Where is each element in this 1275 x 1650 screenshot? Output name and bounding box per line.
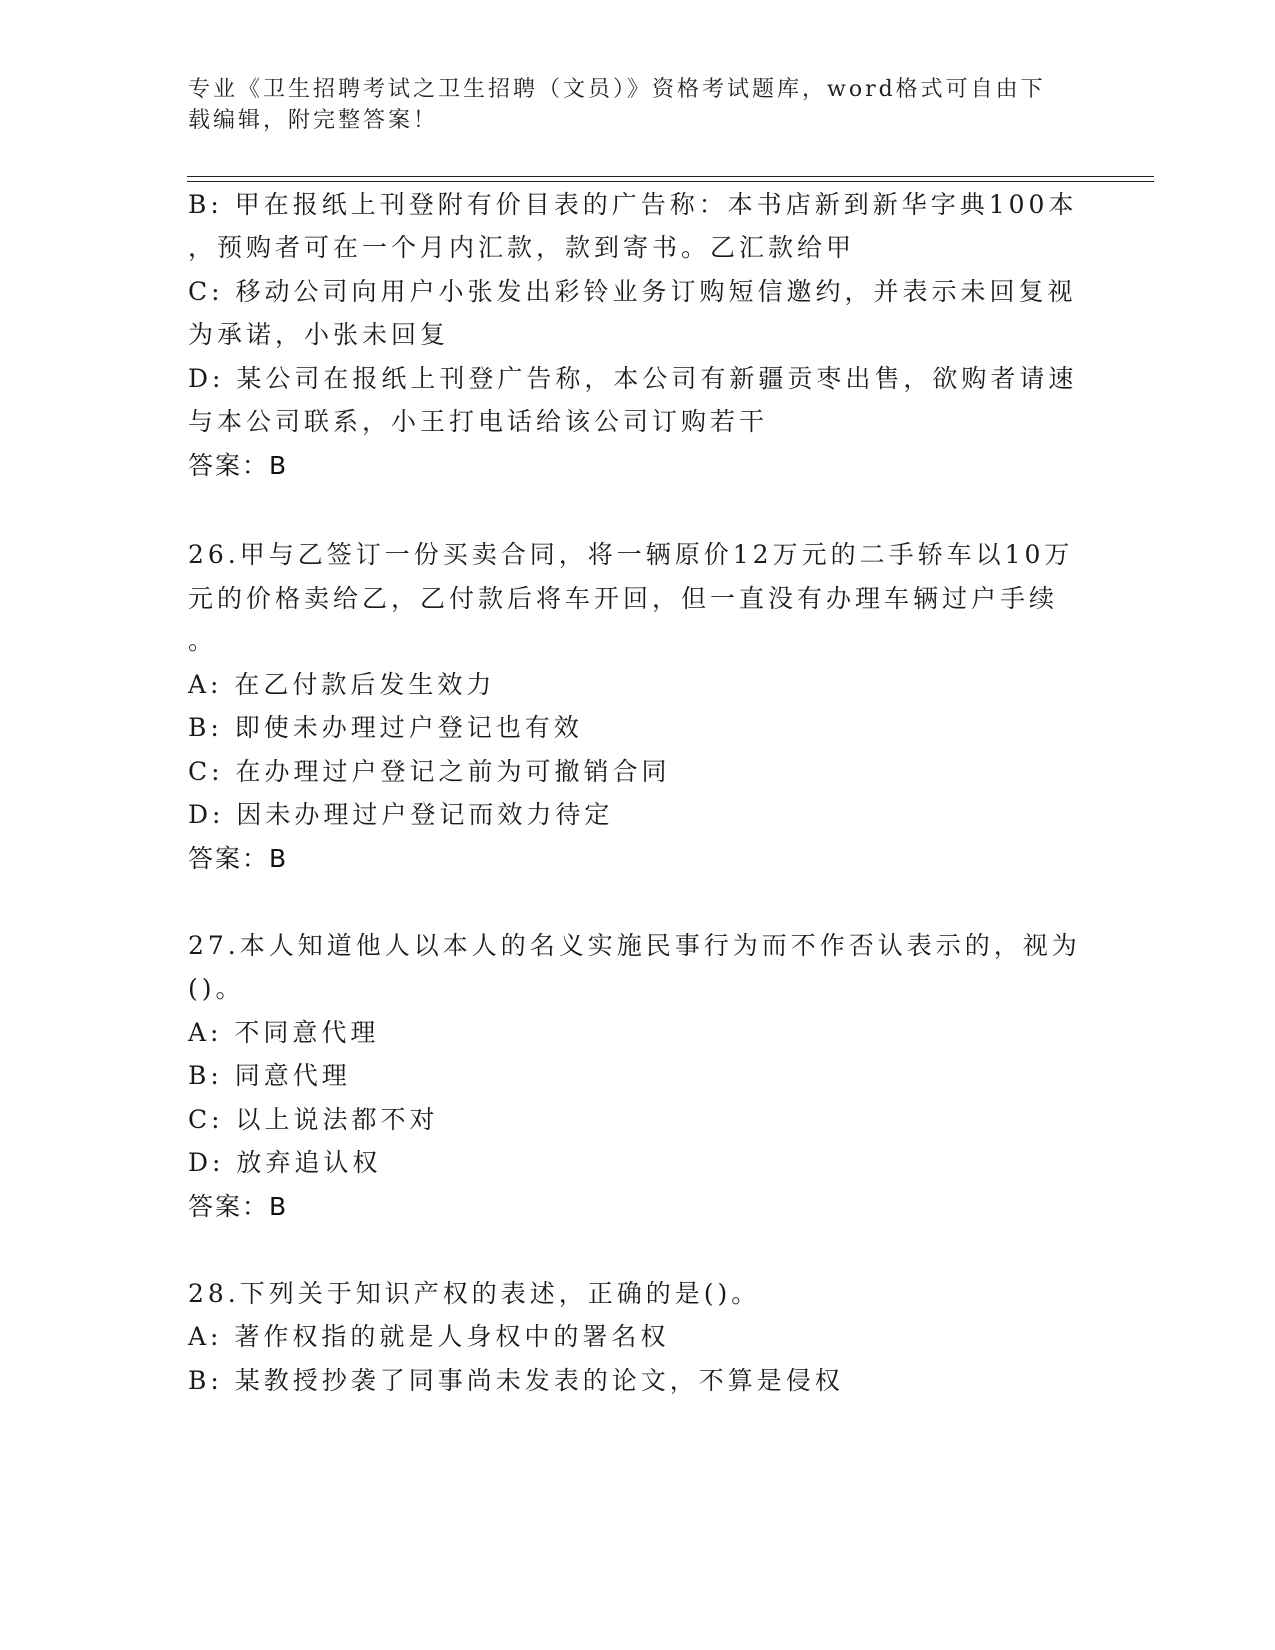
q26-option-c: C: 在办理过户登记之前为可撤销合同: [188, 757, 671, 786]
q25-option-d-line1: D: 某公司在报纸上刊登广告称，本公司有新疆贡枣出售，欲购者请速: [188, 364, 1078, 393]
q26-option-b: B: 即使未办理过户登记也有效: [188, 713, 583, 742]
q28-stem-line1: 28.下列关于知识产权的表述，正确的是()。: [188, 1279, 761, 1308]
q25-option-c-line2: 为承诺，小张未回复: [188, 320, 450, 349]
q27-stem-line2: ()。: [188, 974, 245, 1003]
q25-answer: 答案：B: [188, 451, 289, 480]
q27-answer: 答案：B: [188, 1192, 289, 1221]
q26-stem-line1: 26.甲与乙签订一份买卖合同，将一辆原价12万元的二手轿车以10万: [188, 540, 1074, 569]
q27-option-b: B: 同意代理: [188, 1061, 351, 1090]
q26-stem-line3: 。: [188, 626, 218, 655]
q26-option-a: A: 在乙付款后发生效力: [188, 670, 496, 699]
q26-stem-line2: 元的价格卖给乙，乙付款后将车开回，但一直没有办理车辆过户手续: [188, 584, 1059, 613]
q25-option-d-line2: 与本公司联系，小王打电话给该公司订购若干: [188, 407, 769, 436]
q26-answer: 答案：B: [188, 844, 289, 873]
q27-option-a: A: 不同意代理: [188, 1018, 380, 1047]
q25-option-b-line1: B: 甲在报纸上刊登附有价目表的广告称：本书店新到新华字典100本: [188, 190, 1078, 219]
document-header: 专业《卫生招聘考试之卫生招聘（文员）》资格考试题库，word格式可自由下载编辑，附完整答案！: [188, 77, 1046, 133]
header-rule-top: [187, 176, 1154, 177]
q28-option-b: B: 某教授抄袭了同事尚未发表的论文，不算是侵权: [188, 1366, 844, 1395]
q25-option-c-line1: C: 移动公司向用户小张发出彩铃业务订购短信邀约，并表示未回复视: [188, 277, 1077, 306]
header-rule-bottom: [187, 181, 1154, 182]
q27-option-c: C: 以上说法都不对: [188, 1105, 439, 1134]
q27-option-d: D: 放弃追认权: [188, 1148, 382, 1177]
q26-option-d: D: 因未办理过户登记而效力待定: [188, 800, 614, 829]
q28-option-a: A: 著作权指的就是人身权中的署名权: [188, 1322, 670, 1351]
q27-stem-line1: 27.本人知道他人以本人的名义实施民事行为而不作否认表示的，视为: [188, 931, 1081, 960]
q25-option-b-line2: ，预购者可在一个月内汇款，款到寄书。乙汇款给甲: [188, 233, 856, 262]
